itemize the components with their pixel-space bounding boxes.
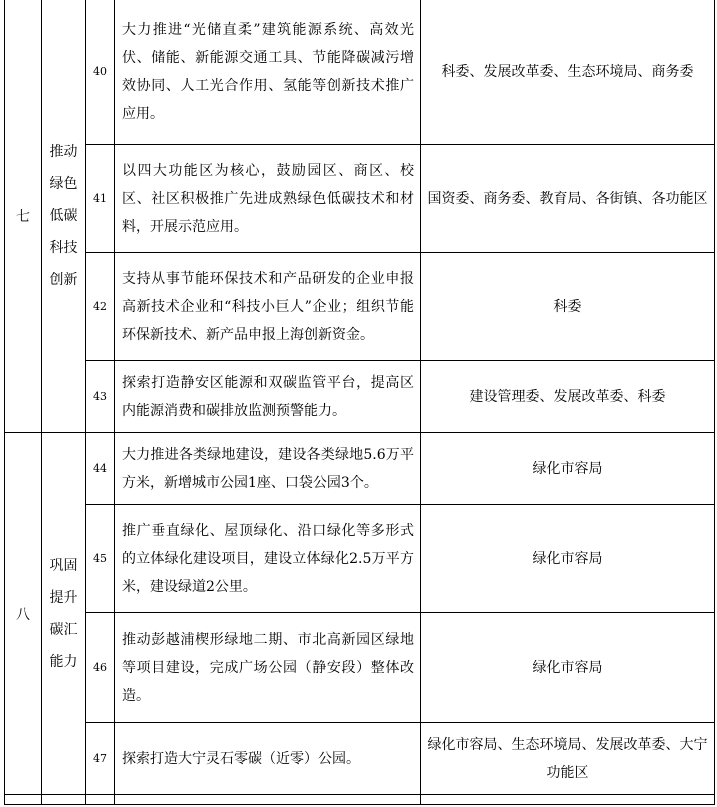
category-line: 科技 <box>49 239 78 256</box>
responsible-dept: 建设管理委、发展改革委、科委 <box>421 361 715 433</box>
section-number: 七 <box>5 0 42 433</box>
item-content: 以四大功能区为核心，鼓励园区、商区、校区、社区积极推广先进成熟绿色低碳技术和材料，开展示范应用。 <box>115 145 421 253</box>
table-row <box>5 253 715 361</box>
responsible-dept: 科委、发展改革委、生态环境局、商务委 <box>421 0 715 145</box>
item-number: 45 <box>86 505 115 613</box>
item-content: 探索打造大宁灵石零碳（近零）公园。 <box>115 723 421 795</box>
task-table <box>4 0 715 805</box>
item-number: 44 <box>86 433 115 505</box>
empty-cell <box>5 795 42 805</box>
item-content: 大力推进“光储直柔”建筑能源系统、高效光伏、储能、新能源交通工具、节能降碳减污增效协同、人工光合作用、氢能等创新技术推广应用。 <box>115 0 421 145</box>
responsible-dept: 绿化市容局 <box>421 613 715 723</box>
item-content: 大力推进各类绿地建设，建设各类绿地5.6万平方米，新增城市公园1座、口袋公园3个。 <box>115 433 421 505</box>
responsible-dept: 科委 <box>421 253 715 361</box>
section-category <box>42 0 86 433</box>
table-row <box>5 613 715 723</box>
item-number: 47 <box>86 723 115 795</box>
category-line: 巩固 <box>49 557 78 574</box>
table-row <box>5 361 715 433</box>
table-row <box>5 0 715 145</box>
category-line: 低碳 <box>49 207 78 224</box>
category-line: 提升 <box>49 589 78 606</box>
responsible-dept: 绿化市容局、生态环境局、发展改革委、大宁功能区 <box>421 723 715 795</box>
table-row <box>5 505 715 613</box>
empty-cell <box>421 795 715 805</box>
empty-cell <box>42 795 86 805</box>
category-line: 推动 <box>49 143 78 160</box>
responsible-dept: 国资委、商务委、教育局、各街镇、各功能区 <box>421 145 715 253</box>
item-number: 43 <box>86 361 115 433</box>
empty-cell <box>115 795 421 805</box>
item-content: 推动彭越浦楔形绿地二期、市北高新园区绿地等项目建设，完成广场公园（静安段）整体改造。 <box>115 613 421 723</box>
item-content: 支持从事节能环保技术和产品研发的企业申报高新技术企业和“科技小巨人”企业；组织节能环保新技术、新产品申报上海创新资金。 <box>115 253 421 361</box>
category-line: 碳汇 <box>49 621 78 638</box>
item-number: 42 <box>86 253 115 361</box>
item-content: 推广垂直绿化、屋顶绿化、沿口绿化等多形式的立体绿化建设项目，建设立体绿化2.5万平方米，建设绿道2公里。 <box>115 505 421 613</box>
category-line: 能力 <box>49 653 78 670</box>
table-row-partial <box>5 795 715 805</box>
item-number: 46 <box>86 613 115 723</box>
item-number: 41 <box>86 145 115 253</box>
responsible-dept: 绿化市容局 <box>421 505 715 613</box>
item-content: 探索打造静安区能源和双碳监管平台，提高区内能源消费和碳排放监测预警能力。 <box>115 361 421 433</box>
item-number: 40 <box>86 0 115 145</box>
category-line: 绿色 <box>49 175 78 192</box>
empty-cell <box>86 795 115 805</box>
category-line: 创新 <box>49 271 78 288</box>
table-row <box>5 145 715 253</box>
responsible-dept: 绿化市容局 <box>421 433 715 505</box>
section-category <box>42 433 86 795</box>
table-row <box>5 433 715 505</box>
table-row <box>5 723 715 795</box>
section-number: 八 <box>5 433 42 795</box>
